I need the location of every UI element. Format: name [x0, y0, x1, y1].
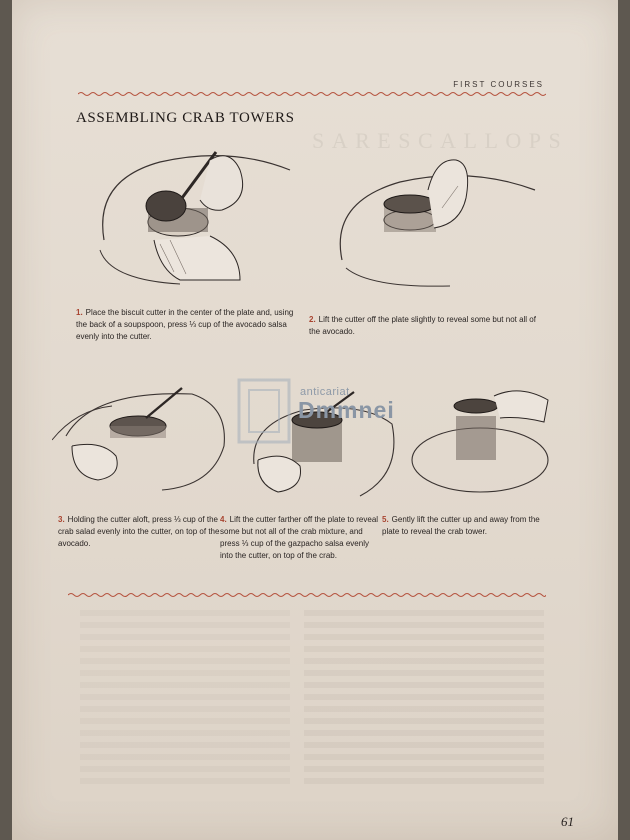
show-through-block-2 — [80, 610, 290, 790]
watermark-text-small: anticariat — [300, 386, 350, 398]
step-text: Lift the cutter off the plate slightly to reveal some but not all of the avocado. — [309, 315, 536, 336]
step-number: 4. — [220, 515, 227, 524]
illustration-step-3 — [52, 376, 232, 496]
page-number: 61 — [561, 814, 574, 829]
illustration-step-1 — [90, 140, 318, 286]
illustration-step-2 — [330, 150, 552, 290]
step-number: 5. — [382, 515, 389, 524]
page-title: ASSEMBLING CRAB TOWERS — [76, 110, 295, 126]
show-through-block — [304, 610, 544, 790]
step-text: Place the biscuit cutter in the center of the plate and, using the back of a soupspoon, press ⅓ cup of the avocado salsa evenly into the cutter. — [76, 308, 294, 341]
step-text: Gently lift the cutter up and away from the plate to reveal the crab tower. — [382, 515, 540, 536]
watermark-text-large: Dmmnei — [298, 397, 395, 423]
step-number: 1. — [76, 308, 83, 317]
header-rule — [78, 91, 546, 97]
show-through-title: S A R E S C A L L O P S — [312, 128, 562, 153]
illustration-step-5 — [408, 382, 558, 498]
section-label: FIRST COURSES — [453, 80, 544, 89]
step-caption-5 — [382, 514, 542, 538]
step-caption-4 — [220, 514, 382, 562]
book-page — [12, 0, 618, 840]
step-caption-1 — [76, 307, 300, 343]
step-caption-2 — [309, 314, 541, 338]
step-number: 3. — [58, 515, 65, 524]
step-number: 2. — [309, 315, 316, 324]
step-text: Lift the cutter farther off the plate to reveal some but not all of the crab mixture, and press ⅓ cup of the gazpacho salsa evenly into the cutter, on top of the crab. — [220, 515, 379, 560]
step-text: Holding the cutter aloft, press ⅓ cup of the crab salad evenly into the cutter, on top of the avocado. — [58, 515, 220, 548]
bottom-rule — [68, 592, 546, 598]
step-caption-3 — [58, 514, 228, 550]
